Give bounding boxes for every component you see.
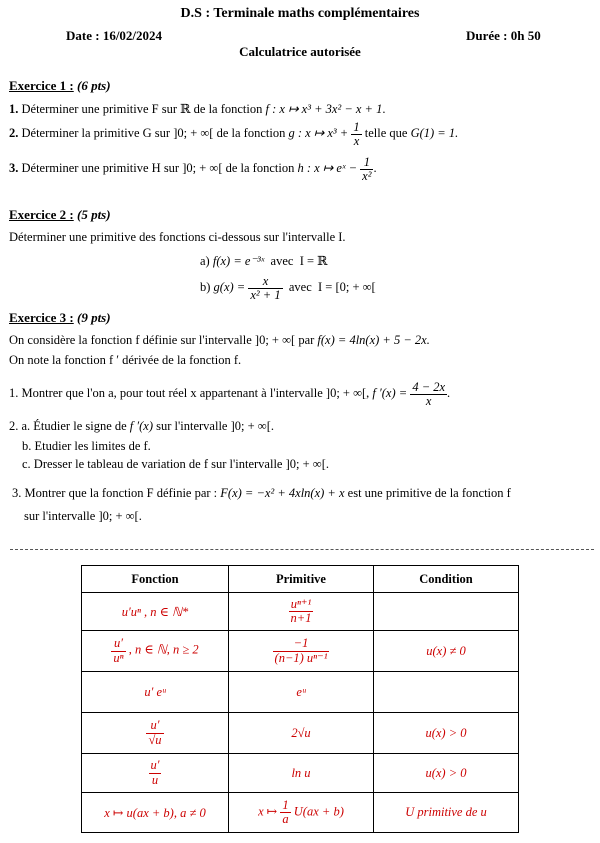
primitives-table bbox=[81, 565, 519, 833]
ex3-note: On note la fonction f ′ dérivée de la fonction f. bbox=[9, 353, 242, 367]
table-header-row bbox=[82, 566, 519, 593]
ex3-q2b: b. Etudier les limites de f. bbox=[22, 439, 151, 453]
cell-condition bbox=[374, 672, 519, 713]
ex1-q3: 3. Déterminer une primitive H sur ]0; + ∞[ de la fonction h : x ↦ eˣ − $\frac{1}{\text{x²}}$ . bbox=[9, 154, 377, 183]
ex1-q1: 1. Déterminer une primitive F sur ℝ de la fonction f : x ↦ x³ + 3x² − x + 1. bbox=[9, 102, 386, 116]
exam-duration: Durée : 0h 50 bbox=[466, 28, 541, 43]
table-row bbox=[82, 631, 519, 672]
cell-condition: u(x) > 0 bbox=[374, 713, 519, 754]
cell-condition bbox=[374, 593, 519, 631]
table-row bbox=[82, 672, 519, 713]
page-title: D.S : Terminale maths complémentaires bbox=[180, 6, 420, 21]
separator-line bbox=[10, 549, 594, 550]
cell-primitive: eᵘ bbox=[229, 672, 374, 713]
ex2-a: a) f(x) = e⁻³ˣ avec I = ℝ bbox=[200, 254, 328, 268]
calculator-note: Calculatrice autorisée bbox=[239, 44, 361, 59]
table-row bbox=[82, 793, 519, 833]
cell-fonction: $\frac{u'}{\text{uⁿ}}$ , n ∈ ℕ, n ≥ 2 bbox=[82, 631, 229, 672]
cell-fonction: $\frac{u'}{√u}$ bbox=[82, 713, 229, 754]
header-primitive: Primitive bbox=[229, 566, 374, 593]
table-row bbox=[82, 713, 519, 754]
ex3-heading: Exercice 3 : (9 pts) bbox=[9, 310, 111, 325]
cell-fonction: x ↦ u(ax + b), a ≠ 0 bbox=[82, 793, 229, 833]
cell-primitive: $\frac{-1}{\text{(n−1) uⁿ⁻¹}}$ bbox=[229, 631, 374, 672]
cell-condition: U primitive de u bbox=[374, 793, 519, 833]
ex2-heading: Exercice 2 : (5 pts) bbox=[9, 207, 111, 222]
header-condition: Condition bbox=[374, 566, 519, 593]
ex2-intro: Déterminer une primitive des fonctions ci-dessous sur l'intervalle I. bbox=[9, 230, 346, 244]
cell-condition: u(x) ≠ 0 bbox=[374, 631, 519, 672]
ex3-intro: On considère la fonction f définie sur l'intervalle ]0; + ∞[ par f(x) = 4ln(x) + 5 − 2x. bbox=[9, 333, 430, 347]
ex2-b: b) g(x) = $\frac{x}{\text{x² + 1}}$ avec I = [0; + ∞[ bbox=[200, 273, 376, 302]
ex1-q2: 2. Déterminer la primitive G sur ]0; + ∞[ de la fonction g : x ↦ x³ + $\frac{1}{x}$ telle que G(1) = 1. bbox=[9, 119, 459, 148]
cell-fonction: u′ eᵘ bbox=[82, 672, 229, 713]
ex3-q3: 3. Montrer que la fonction F définie par : F(x) = −x² + 4xln(x) + x est une primitive de la fonction f bbox=[12, 486, 511, 500]
table-row bbox=[82, 593, 519, 631]
ex1-heading: Exercice 1 : (6 pts) bbox=[9, 78, 111, 93]
ex3-q2a: 2. a. Étudier le signe de f ′(x) sur l'intervalle ]0; + ∞[. bbox=[9, 419, 274, 433]
cell-condition: u(x) > 0 bbox=[374, 754, 519, 793]
cell-fonction: $\frac{u'}{u}$ bbox=[82, 754, 229, 793]
header-fonction: Fonction bbox=[82, 566, 229, 593]
cell-primitive: $\frac{\text{uⁿ⁺¹}}{n+1}$ bbox=[229, 593, 374, 631]
cell-primitive: 2√u bbox=[229, 713, 374, 754]
ex3-q3-line2: sur l'intervalle ]0; + ∞[. bbox=[24, 509, 142, 523]
ex3-q1: 1. Montrer que l'on a, pour tout réel x appartenant à l'intervalle ]0; + ∞[, f ′(x) = $\frac{4 - 2x}{x}$ . bbox=[9, 379, 451, 408]
table-row bbox=[82, 754, 519, 793]
cell-fonction: u′uⁿ , n ∈ ℕ* bbox=[82, 593, 229, 631]
cell-primitive: ln u bbox=[229, 754, 374, 793]
exam-date: Date : 16/02/2024 bbox=[66, 28, 163, 43]
ex3-q2c: c. Dresser le tableau de variation de f sur l'intervalle ]0; + ∞[. bbox=[22, 457, 329, 471]
cell-primitive: x ↦ $\frac{1}{a}$ U(ax + b) bbox=[229, 793, 374, 833]
